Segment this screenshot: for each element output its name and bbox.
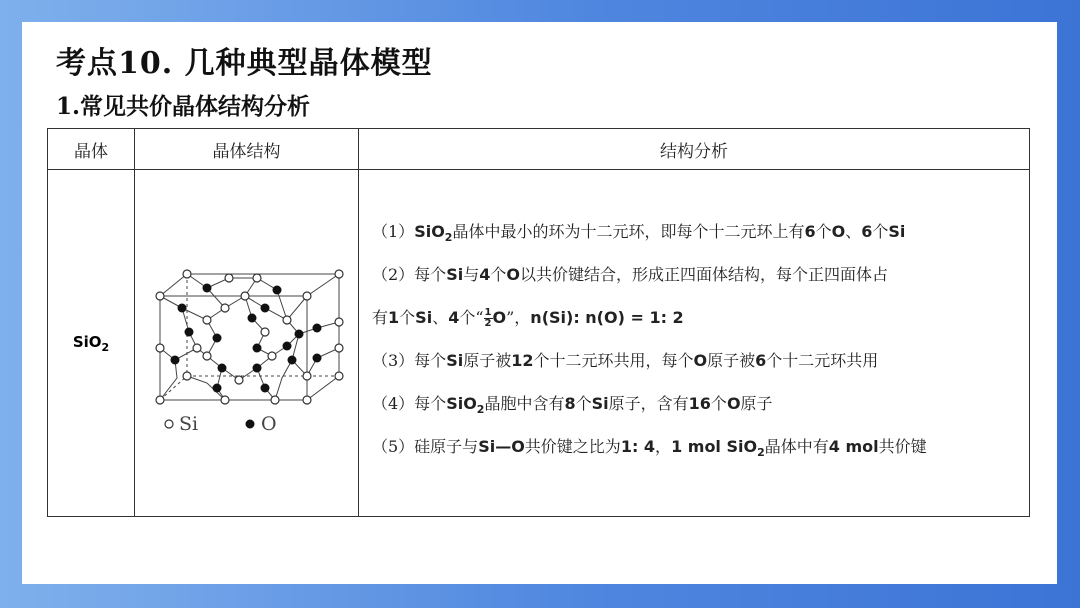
header-crystal: 晶体	[48, 129, 135, 170]
sio2-structure-diagram	[147, 248, 347, 438]
analysis-line-5: （4）每个SiO$_2$晶胞中含有8个Si原子，含有16个O原子	[372, 394, 773, 417]
o-legend-icon	[245, 420, 254, 429]
page-title: 考点10. 几种典型晶体模型	[56, 46, 433, 81]
analysis-line-6: （5）硅原子与Si—O共价键之比为1: 4，1 mol SiO$_2$晶体中有4 mol共价键	[372, 437, 927, 460]
slide	[22, 22, 1057, 584]
crystal-table	[47, 128, 1030, 517]
crystal-name: SiO$_2$	[72, 332, 110, 354]
header-analysis: 结构分析	[359, 129, 1030, 170]
analysis-cell	[359, 170, 1030, 517]
crystal-name-cell	[48, 170, 135, 517]
si-legend-icon	[165, 420, 173, 428]
si-legend-label: Si	[178, 413, 198, 435]
fraction-one-half: $\frac{1}{2}$	[484, 307, 492, 329]
analysis-line-2: （2）每个Si与4个O以共价键结合，形成正四面体结构，每个正四面体占	[372, 265, 888, 284]
o-legend-label: O	[260, 413, 277, 435]
analysis-line-3: 有1个Si、4个“ $\frac{1}{2}$ O”，n(Si): n(O) = 1: 2	[372, 307, 684, 329]
header-structure: 晶体结构	[135, 129, 359, 170]
analysis-line-4: （3）每个Si原子被12个十二元环共用，每个O原子被6个十二元环共用	[372, 351, 879, 370]
section-subtitle: 1.常见共价晶体结构分析	[56, 93, 311, 120]
analysis-line-1: （1）SiO$_2$晶体中最小的环为十二元环，即每个十二元环上有6个O、6个Si	[372, 222, 906, 245]
structure-cell	[135, 170, 359, 517]
table-row	[48, 170, 1030, 517]
table-header-row	[48, 129, 1030, 170]
